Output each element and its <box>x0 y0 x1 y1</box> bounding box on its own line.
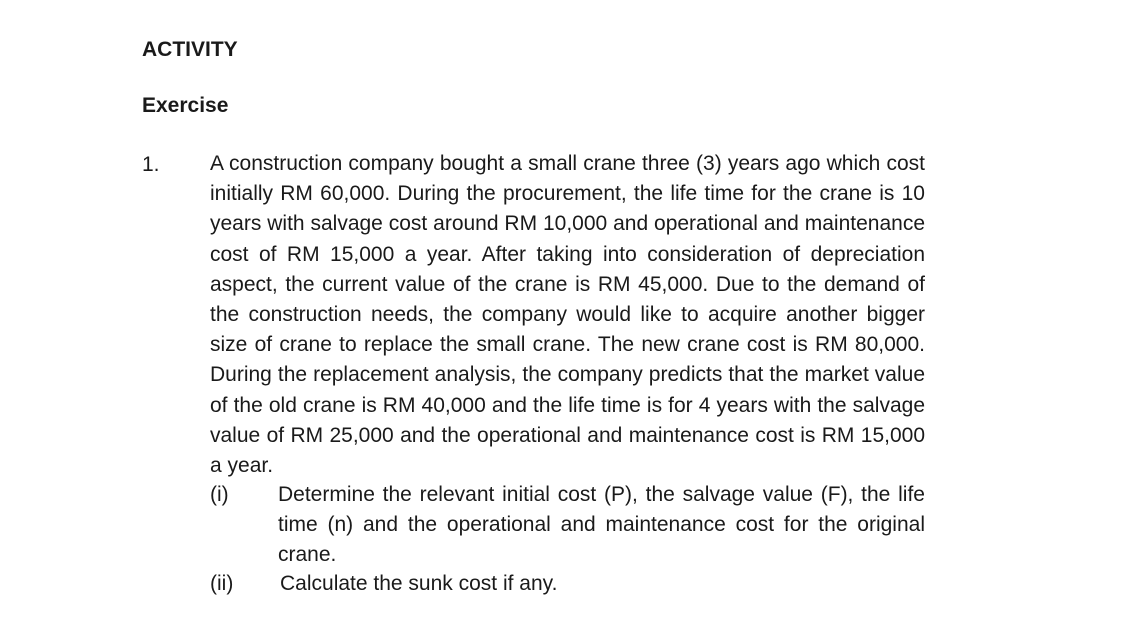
question-number: 1. <box>142 153 160 176</box>
part-label: (i) <box>210 483 229 506</box>
question-text: A construction company bought a small crane three (3) years ago which cost initially RM 60,000. During the procurement, the life time for the crane is 10 years with salvage cost around RM 10,000 and operational and maintenance cost of RM 15,000 a year. After taking into consideration of depreciation aspect, the current value of the crane is RM 45,000. Due to the demand of the construction needs, the company would like to acquire another bigger size of crane to replace the small crane. The new crane cost is RM 80,000. During the replacement analysis, the company predicts that the market value of the old crane is RM 40,000 and the life time is for 4 years with the salvage value of RM 25,000 and the operational and maintenance cost is RM 15,000 a year. <box>210 152 925 478</box>
part-text: Determine the relevant initial cost (P), the salvage value (F), the life time (n) and the operational and maintenance cost for the original crane. <box>278 483 925 567</box>
document-heading: ACTIVITY <box>142 38 238 61</box>
part-text: Calculate the sunk cost if any. <box>280 572 558 595</box>
part-label: (ii) <box>210 572 234 595</box>
question-part-ii <box>210 569 925 599</box>
document-subheading: Exercise <box>142 94 229 117</box>
question-part-i <box>210 480 925 571</box>
